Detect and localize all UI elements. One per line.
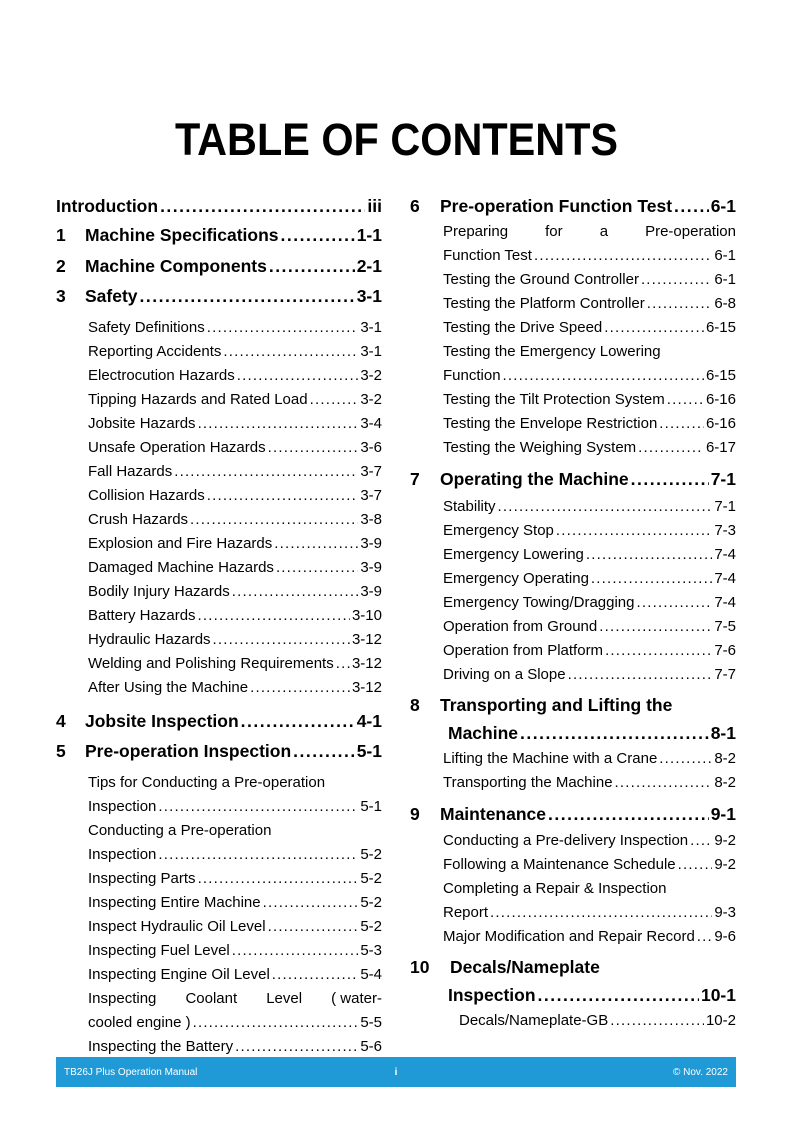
toc-section[interactable] <box>56 1011 382 1035</box>
entry-page: 5-5 <box>360 1013 382 1031</box>
entry-title: Inspection <box>88 845 157 863</box>
leader-dots <box>605 639 712 663</box>
entry-title: Explosion and Fire Hazards <box>88 534 273 552</box>
entry-title: Jobsite Hazards <box>88 414 196 432</box>
toc-section[interactable] <box>56 867 382 891</box>
entry-page: 3-2 <box>360 366 382 384</box>
leader-dots <box>274 532 358 556</box>
leader-dots <box>232 580 359 604</box>
chapter-number: 8 <box>410 694 420 715</box>
entry-page: 7-5 <box>714 617 736 635</box>
leader-dots <box>174 460 358 484</box>
entry-title: Safety <box>85 286 138 306</box>
entry-page: 3-4 <box>360 414 382 432</box>
entry-page: 3-2 <box>360 390 382 408</box>
leader-dots <box>498 495 713 519</box>
leader-dots <box>293 736 355 767</box>
entry-page: 9-1 <box>710 803 736 824</box>
leader-dots <box>556 519 712 543</box>
entry-page: 6-15 <box>705 319 736 336</box>
toc-section[interactable] <box>410 747 736 771</box>
entry-page: 7-1 <box>710 469 736 489</box>
entry-page: 3-8 <box>360 510 382 528</box>
leader-dots <box>674 192 709 220</box>
toc-section[interactable] <box>410 925 736 949</box>
entry-page: 9-6 <box>714 928 736 945</box>
toc-chapter-6[interactable] <box>410 192 736 220</box>
entry-page: 7-1 <box>714 497 736 515</box>
entry-title: Inspecting Entire Machine <box>88 893 261 911</box>
entry-title: Testing the Ground Controller <box>443 271 639 288</box>
toc-section[interactable] <box>410 519 736 543</box>
leader-dots <box>548 799 709 830</box>
leader-dots <box>269 251 355 282</box>
toc-section[interactable] <box>410 591 736 615</box>
entry-page: 3-12 <box>351 630 382 648</box>
entry-page: 8-1 <box>710 722 736 743</box>
entry-title: Emergency Lowering <box>443 545 584 563</box>
word: Level <box>266 989 303 1007</box>
entry-title: Testing the Platform Controller <box>443 295 645 312</box>
entry-title: Hydraulic Hazards <box>88 630 211 648</box>
entry-title: Function Test <box>443 247 532 264</box>
entry-page: 5-2 <box>360 893 382 911</box>
leader-dots <box>336 652 350 676</box>
entry-page: 6-8 <box>714 295 736 312</box>
toc-section[interactable] <box>410 901 736 925</box>
leader-dots <box>637 591 713 615</box>
leader-dots <box>697 925 713 949</box>
entry-title: Pre-operation Inspection <box>85 741 292 761</box>
entry-title: Major Modification and Repair Record <box>443 928 695 945</box>
leader-dots <box>193 1011 359 1035</box>
toc-section[interactable] <box>56 843 382 867</box>
toc-chapter-2[interactable] <box>56 251 382 282</box>
toc-chapter-9[interactable] <box>410 799 736 830</box>
toc-section[interactable] <box>410 1009 736 1033</box>
entry-page: 3-9 <box>360 558 382 576</box>
entry-title: Stability <box>443 497 496 515</box>
leader-dots <box>678 853 713 877</box>
toc-section[interactable] <box>410 412 736 436</box>
entry-title: Emergency Operating <box>443 569 589 587</box>
leader-dots <box>281 220 355 251</box>
entry-page: 2-1 <box>356 255 382 276</box>
entry-page: 7-3 <box>714 521 736 539</box>
toc-right-column <box>410 192 736 1033</box>
leader-dots <box>207 316 359 340</box>
entry-page: 9-2 <box>714 832 736 849</box>
chapter-number: 2 <box>56 255 66 276</box>
toc-section[interactable] <box>410 436 736 460</box>
entry-title: Fall Hazards <box>88 462 173 480</box>
leader-dots <box>213 628 350 652</box>
entry-page: 5-6 <box>360 1037 382 1055</box>
leader-dots <box>690 829 712 853</box>
entry-page: 3-1 <box>356 286 382 306</box>
toc-section[interactable] <box>56 364 382 388</box>
toc-section[interactable] <box>56 628 382 652</box>
toc-section[interactable] <box>56 484 382 508</box>
entry-title: Maintenance <box>440 803 546 824</box>
leader-dots <box>198 412 359 436</box>
leader-dots <box>268 436 359 460</box>
entry-page: 1-1 <box>356 225 382 245</box>
toc-section[interactable] <box>410 316 736 340</box>
word: for <box>545 223 563 240</box>
leader-dots <box>158 843 358 867</box>
toc-section[interactable] <box>56 580 382 604</box>
entry-page: 4-1 <box>356 710 382 731</box>
entry-title: Conducting a Pre-delivery Inspection <box>443 832 689 849</box>
leader-dots <box>235 1035 358 1059</box>
leader-dots <box>237 364 359 388</box>
leader-dots <box>641 268 712 292</box>
leader-dots <box>198 604 350 628</box>
entry-title: Decals/Nameplate <box>450 957 600 977</box>
leader-dots <box>591 567 712 591</box>
toc-entry-introduction[interactable] <box>56 192 382 220</box>
entry-title: Machine Components <box>85 255 267 276</box>
toc-section[interactable] <box>56 963 382 987</box>
toc-section[interactable] <box>56 604 382 628</box>
chapter-number: 9 <box>410 803 420 824</box>
toc-chapter-8[interactable] <box>410 691 736 747</box>
entry-page: 5-1 <box>356 741 382 761</box>
toc-section[interactable] <box>56 1035 382 1059</box>
leader-dots <box>604 316 704 340</box>
toc-section[interactable] <box>56 676 382 700</box>
entry-title: Inspecting Fuel Level <box>88 941 230 959</box>
chapter-number: 6 <box>410 196 420 216</box>
leader-dots <box>615 771 713 795</box>
word: Coolant <box>185 989 238 1007</box>
entry-page: 5-2 <box>360 917 382 935</box>
entry-title: Machine Specifications <box>85 225 279 245</box>
entry-page: 7-4 <box>714 545 736 563</box>
leader-dots <box>268 915 359 939</box>
entry-title: Transporting the Machine <box>443 773 613 791</box>
toc-section[interactable] <box>410 388 736 412</box>
toc-section[interactable] <box>410 663 736 687</box>
toc-chapter-1[interactable] <box>56 220 382 251</box>
entry-page: 6-17 <box>705 439 736 456</box>
toc-section[interactable] <box>410 771 736 795</box>
entry-page: 3-12 <box>351 654 382 672</box>
toc-section[interactable] <box>410 543 736 567</box>
toc-chapter-10[interactable] <box>410 953 736 1009</box>
entry-page: 3-6 <box>360 438 382 456</box>
footer-page-number: i <box>394 1066 398 1078</box>
entry-title: Pre-operation Function Test <box>440 196 673 216</box>
entry-page: 5-1 <box>360 797 382 815</box>
entry-page: 3-7 <box>360 486 382 504</box>
entry-page: iii <box>367 196 382 216</box>
toc-section[interactable] <box>410 495 736 519</box>
entry-title: Inspecting Parts <box>88 869 196 887</box>
entry-page: 5-4 <box>360 965 382 983</box>
leader-dots <box>659 412 704 436</box>
chapter-number: 1 <box>56 225 66 245</box>
entry-title: Crush Hazards <box>88 510 189 528</box>
entry-title: Following a Maintenance Schedule <box>443 856 676 873</box>
entry-title-cont: Inspection <box>448 985 536 1005</box>
entry-page: 3-9 <box>360 534 382 552</box>
toc-section[interactable] <box>56 316 382 340</box>
toc-section[interactable] <box>56 388 382 412</box>
entry-title: Testing the Drive Speed <box>443 319 603 336</box>
entry-page: 6-1 <box>714 271 736 288</box>
leader-dots <box>638 436 704 460</box>
entry-page: 5-2 <box>360 869 382 887</box>
toc-section-line1[interactable]: Completing a Repair & Inspection <box>443 880 667 897</box>
entry-page: 10-2 <box>705 1012 736 1029</box>
entry-title: Driving on a Slope <box>443 665 566 683</box>
toc-chapter-3[interactable] <box>56 281 382 312</box>
entry-title: Tipping Hazards and Rated Load <box>88 390 308 408</box>
toc-section[interactable] <box>410 292 736 316</box>
entry-page: 7-4 <box>714 569 736 587</box>
entry-title: Operation from Platform <box>443 641 604 659</box>
leader-dots <box>276 556 358 580</box>
entry-title: Operating the Machine <box>440 469 629 489</box>
entry-title: Transporting and Lifting the <box>440 694 673 715</box>
entry-page: 3-1 <box>360 318 382 336</box>
toc-section[interactable] <box>56 915 382 939</box>
toc-chapter-7[interactable] <box>410 464 736 495</box>
entry-page: 9-3 <box>714 904 736 921</box>
toc-section[interactable] <box>56 891 382 915</box>
word: Inspecting <box>88 989 157 1007</box>
page-footer <box>56 1057 736 1087</box>
entry-title: Reporting Accidents <box>88 342 222 360</box>
entry-page: 3-10 <box>351 606 382 624</box>
entry-page: 3-9 <box>360 582 382 600</box>
entry-page: 6-15 <box>705 367 736 384</box>
entry-page: 7-6 <box>714 641 736 659</box>
leader-dots <box>586 543 712 567</box>
entry-title: Unsafe Operation Hazards <box>88 438 266 456</box>
toc-section-line1[interactable] <box>410 220 736 244</box>
chapter-number: 3 <box>56 286 66 306</box>
entry-title: Testing the Tilt Protection System <box>443 391 665 408</box>
toc-section[interactable] <box>56 436 382 460</box>
word: Preparing <box>443 223 509 240</box>
entry-title: Emergency Stop <box>443 521 554 539</box>
entry-title: Introduction <box>56 196 159 216</box>
entry-title: Inspecting Engine Oil Level <box>88 965 270 983</box>
toc-section-line1[interactable]: Conducting a Pre-operation <box>88 821 272 839</box>
toc-section[interactable] <box>56 340 382 364</box>
entry-page: 3-1 <box>360 342 382 360</box>
toc-section[interactable] <box>56 460 382 484</box>
entry-title: Inspection <box>88 797 157 815</box>
leader-dots <box>490 901 712 925</box>
toc-section[interactable] <box>410 615 736 639</box>
leader-dots <box>140 281 355 312</box>
entry-page: 8-2 <box>714 749 736 767</box>
leader-dots <box>190 508 358 532</box>
leader-dots <box>232 939 359 963</box>
entry-title: Damaged Machine Hazards <box>88 558 274 576</box>
entry-page: 5-3 <box>360 941 382 959</box>
entry-title: Inspect Hydraulic Oil Level <box>88 917 266 935</box>
toc-section[interactable] <box>56 508 382 532</box>
entry-page: 7-7 <box>714 665 736 683</box>
toc-section-line1[interactable]: Testing the Emergency Lowering <box>443 343 661 360</box>
leader-dots <box>659 747 712 771</box>
leader-dots <box>503 364 704 388</box>
leader-dots <box>310 388 359 412</box>
entry-title: After Using the Machine <box>88 678 249 696</box>
toc-section[interactable] <box>410 244 736 268</box>
leader-dots <box>158 795 358 819</box>
entry-page: 8-2 <box>714 773 736 791</box>
chapter-number: 7 <box>410 469 420 489</box>
word: ( water- <box>331 989 382 1007</box>
leader-dots <box>610 1009 704 1033</box>
leader-dots <box>198 867 359 891</box>
footer-date: © Nov. 2022 <box>673 1066 728 1078</box>
entry-title: Collision Hazards <box>88 486 205 504</box>
leader-dots <box>520 719 709 747</box>
entry-title: Jobsite Inspection <box>85 710 239 731</box>
entry-title: Decals/Nameplate-GB <box>459 1012 609 1029</box>
leader-dots <box>568 663 713 687</box>
entry-title: Emergency Towing/Dragging <box>443 593 635 611</box>
toc-section[interactable] <box>410 567 736 591</box>
footer-manual-title: TB26J Plus Operation Manual <box>64 1066 198 1078</box>
leader-dots <box>667 388 704 412</box>
entry-page: 6-16 <box>705 391 736 408</box>
entry-page: 9-2 <box>714 856 736 873</box>
toc-section[interactable] <box>56 939 382 963</box>
entry-title: Battery Hazards <box>88 606 196 624</box>
leader-dots <box>599 615 712 639</box>
leader-dots <box>534 244 712 268</box>
entry-title: Welding and Polishing Requirements <box>88 654 334 672</box>
entry-title: Report <box>443 904 489 921</box>
entry-page: 7-4 <box>714 593 736 611</box>
toc-section[interactable] <box>410 639 736 663</box>
entry-title: Testing the Envelope Restriction <box>443 415 658 432</box>
toc-section[interactable] <box>410 268 736 292</box>
toc-section[interactable] <box>56 556 382 580</box>
entry-page: 3-7 <box>360 462 382 480</box>
entry-page: 3-12 <box>351 678 382 696</box>
entry-page: 5-2 <box>360 845 382 863</box>
page-title: TABLE OF CONTENTS <box>174 114 619 165</box>
entry-title: cooled engine ) <box>88 1013 191 1031</box>
word: Pre-operation <box>645 223 736 240</box>
leader-dots <box>647 292 713 316</box>
entry-page: 6-1 <box>714 247 736 264</box>
entry-title: Testing the Weighing System <box>443 439 637 456</box>
chapter-number: 5 <box>56 741 66 761</box>
leader-dots <box>272 963 359 987</box>
word: a <box>599 223 609 240</box>
entry-page: 6-1 <box>710 196 736 216</box>
toc-left-column <box>56 192 382 1059</box>
toc-section-line1[interactable]: Tips for Conducting a Pre-operation <box>88 773 326 791</box>
entry-title: Lifting the Machine with a Crane <box>443 749 658 767</box>
chapter-number: 10 <box>410 957 430 977</box>
leader-dots <box>207 484 359 508</box>
leader-dots <box>263 891 359 915</box>
entry-title: Bodily Injury Hazards <box>88 582 230 600</box>
toc-section[interactable] <box>410 829 736 853</box>
entry-title: Electrocution Hazards <box>88 366 235 384</box>
leader-dots <box>223 340 358 364</box>
entry-title: Safety Definitions <box>88 318 205 336</box>
leader-dots <box>241 706 355 737</box>
leader-dots <box>538 981 699 1009</box>
entry-title: Function <box>443 367 501 384</box>
leader-dots <box>250 676 350 700</box>
leader-dots <box>631 464 709 495</box>
chapter-number: 4 <box>56 710 66 731</box>
leader-dots <box>160 192 365 220</box>
entry-page: 10-1 <box>700 985 736 1005</box>
toc-section[interactable] <box>56 795 382 819</box>
toc-section-line1[interactable] <box>56 987 382 1011</box>
toc-section[interactable] <box>56 412 382 436</box>
toc-section[interactable] <box>410 364 736 388</box>
entry-title: Operation from Ground <box>443 617 598 635</box>
toc-section[interactable] <box>56 532 382 556</box>
toc-chapter-4[interactable] <box>56 706 382 737</box>
entry-title: Inspecting the Battery <box>88 1037 234 1055</box>
toc-section[interactable] <box>56 652 382 676</box>
toc-section[interactable] <box>410 853 736 877</box>
entry-title-cont: Machine <box>448 722 519 743</box>
entry-page: 6-16 <box>705 415 736 432</box>
toc-chapter-5[interactable] <box>56 736 382 767</box>
